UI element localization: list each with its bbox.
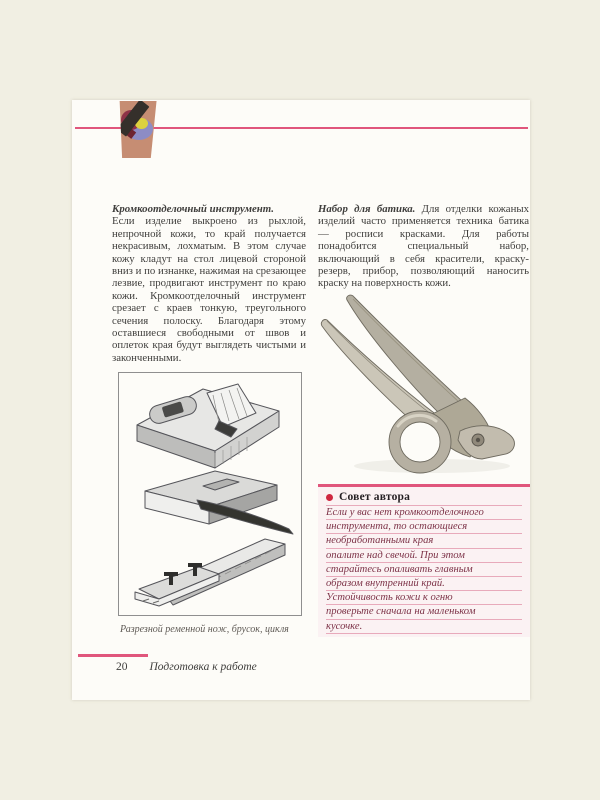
page-number: 20: [116, 661, 128, 673]
advice-title: Совет автора: [339, 491, 411, 503]
right-column: [318, 203, 529, 290]
beveler-drawing: [137, 384, 279, 468]
block-knife-drawing: [145, 471, 293, 534]
left-column: [112, 203, 306, 364]
tools-line-drawing: [118, 372, 302, 616]
thread-snips-svg: [320, 290, 527, 478]
left-heading: Кромкоотделочный инструмент.: [112, 203, 274, 215]
figure-caption: Разрезной ременной нож, брусок, цикля: [120, 624, 289, 635]
tools-drawing-svg: [119, 373, 301, 615]
section-title: Подготовка к работе: [149, 661, 257, 673]
chapter-tool-icon: [118, 101, 159, 158]
advice-line: Устойчивость кожи к огню: [326, 591, 522, 605]
advice-line: Если у вас нет кромкоотделочного: [326, 506, 522, 520]
footer-rule: [78, 654, 148, 657]
paragraph-batik-set: [318, 203, 529, 290]
advice-line: опалите над свечой. При этом: [326, 549, 522, 563]
paragraph-edge-tool: [112, 203, 306, 364]
book-page: [72, 100, 530, 700]
scraper-drawing: [135, 539, 285, 606]
advice-line: необработанными края: [326, 534, 522, 548]
thread-snips-photo: [320, 290, 527, 478]
advice-line: образом внутренний край.: [326, 577, 522, 591]
advice-line: старайтесь опаливать главным: [326, 563, 522, 577]
bullet-icon: [326, 494, 333, 501]
page-footer: [116, 661, 257, 673]
author-advice-box: [318, 484, 530, 637]
right-heading: Набор для батика.: [318, 203, 416, 215]
advice-line: кусочке.: [326, 620, 522, 634]
right-body: Для отделки кожаных изделий часто применяется техника батика — росписи красками. Для работы понадобится специальный набор, включающий в себя красители, краску-резерв, прибор, позволяющий наносить краску на поверхность кожи.: [318, 203, 530, 290]
advice-title-row: [326, 489, 522, 506]
advice-line: проверьте сначала на маленьком: [326, 605, 522, 619]
advice-line: инструмента, то остающиеся: [326, 520, 522, 534]
left-body: Если изделие выкроено из рыхлой, непрочной кожи, то край получается некрасивым, лохматым. В этом случае кожу кладут на стол лицевой стороной вниз и по изнанке, нажимая на срезающее лезвие, продвигают инструмент по краю кожи. Кромкоотделочный инструмент срезает с краев тонкую, треугольного сечения полоску. Благодаря этому оставшиеся свободными от швов и оплеток края будут выглядеть чистыми и законченными.: [112, 215, 306, 364]
